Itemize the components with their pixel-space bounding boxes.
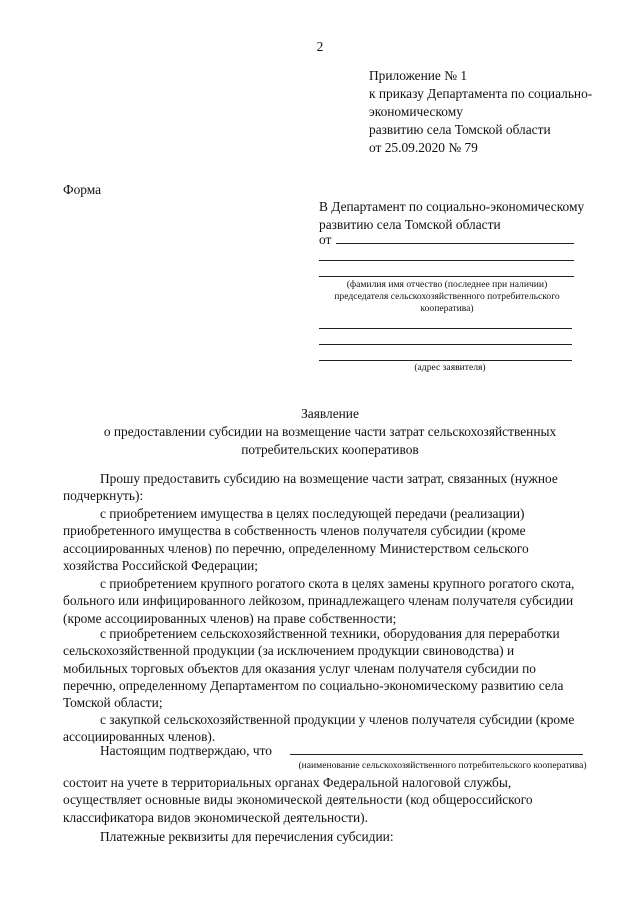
address-line-2[interactable] <box>319 344 572 345</box>
item-3-line-2: сельскохозяйственной продукции (за исключением продукции свиноводства) и <box>63 643 515 659</box>
cooperative-name-line[interactable] <box>290 754 583 755</box>
applicant-line-2[interactable] <box>319 260 574 261</box>
payment-label: Платежные реквизиты для перечисления субсидии: <box>100 829 394 844</box>
item-1-line-3: ассоциированных членов) по перечню, определенному Министерством сельского <box>63 540 529 556</box>
item-1-paragraph <box>63 505 613 574</box>
item-4-line-2: ассоциированных членов). <box>63 729 216 745</box>
caption-name-3: кооператива) <box>420 303 474 314</box>
document-title <box>40 405 620 459</box>
item-2-paragraph <box>63 575 613 627</box>
item-3-paragraph <box>63 625 613 711</box>
title-line-1: Заявление <box>301 406 359 421</box>
appendix-line-3: экономическому <box>369 104 463 119</box>
item-1-line-1: с приобретением имущества в целях последующей передачи (реализации) <box>100 506 525 521</box>
appendix-line-5: от 25.09.2020 № 79 <box>369 140 478 155</box>
caption-name-2: председателя сельскохозяйственного потребительского <box>334 291 560 302</box>
from-label: от <box>319 232 332 247</box>
addressee-line-2: развитию села Томской области <box>319 217 501 232</box>
page-number: 2 <box>316 39 324 54</box>
registered-line-3: классификатора видов экономической деятельности). <box>63 809 368 825</box>
item-3-line-1: с приобретением сельскохозяйственной техники, оборудования для переработки <box>100 626 560 641</box>
item-4-line-1: с закупкой сельскохозяйственной продукции у членов получателя субсидии (кроме <box>100 712 575 727</box>
address-caption: (адрес заявителя) <box>414 362 486 373</box>
item-1-line-2: приобретенного имущества в собственность членов получателя субсидии (кроме <box>63 523 526 539</box>
registered-paragraph <box>63 774 613 826</box>
title-line-2: о предоставлении субсидии на возмещение части затрат сельскохозяйственных <box>103 424 557 439</box>
item-3-line-5: Томской области; <box>63 695 163 711</box>
registered-line-1: состоит на учете в территориальных органах Федеральной налоговой службы, <box>63 775 512 790</box>
item-2-line-3: (кроме ассоциированных членов) на праве собственности; <box>63 610 397 626</box>
request-line-2: подчеркнуть): <box>63 488 144 504</box>
item-3-line-4: перечню, определенному Департаментом по социально-экономическому развитию села <box>63 677 564 693</box>
applicant-caption <box>300 279 594 315</box>
item-2-line-1: с приобретением крупного рогатого скота в целях замены крупного рогатого скота, <box>100 576 575 591</box>
appendix-line-2: к приказу Департамента по социально- <box>369 86 593 101</box>
appendix-block <box>369 67 629 157</box>
appendix-line-4: развитию села Томской области <box>369 122 551 137</box>
item-1-line-4: хозяйства Российской Федерации; <box>63 557 259 573</box>
item-3-line-3: мобильных торговых объектов для оказания услуг членам получателя субсидии по <box>63 660 536 676</box>
item-2-line-2: больного или инфицированного лейкозом, принадлежащего членам получателя субсидии <box>63 593 574 609</box>
addressee-line-1: В Департамент по социально-экономическому <box>319 199 585 214</box>
applicant-line-3[interactable] <box>319 276 574 277</box>
request-line-1: Прошу предоставить субсидию на возмещение части затрат, связанных (нужное <box>100 471 558 486</box>
request-paragraph <box>63 470 613 505</box>
caption-name-1: (фамилия имя отчество (последнее при наличии) <box>346 279 548 290</box>
title-line-3: потребительских кооперативов <box>241 442 419 457</box>
addressee-block <box>319 198 619 234</box>
cooperative-caption: (наименование сельскохозяйственного потребительского кооператива) <box>298 760 587 771</box>
appendix-line-1: Приложение № 1 <box>369 68 468 83</box>
registered-line-2: осуществляет основные виды экономической деятельности (код общероссийского <box>63 792 533 808</box>
confirm-label: Настоящим подтверждаю, что <box>100 743 272 758</box>
from-field-line[interactable] <box>336 243 574 244</box>
address-line-3[interactable] <box>319 360 572 361</box>
item-4-paragraph <box>63 711 613 746</box>
address-line-1[interactable] <box>319 328 572 329</box>
form-label: Форма <box>63 182 102 197</box>
